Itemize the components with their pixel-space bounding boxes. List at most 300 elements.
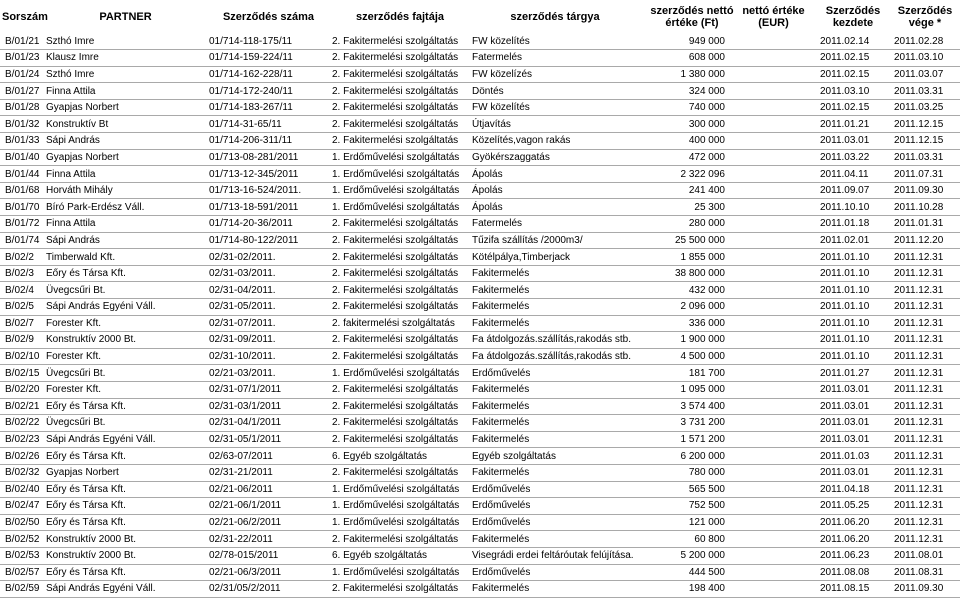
netto-ertek-eur-cell: [731, 249, 816, 266]
netto-ertek-eur-cell: [731, 133, 816, 150]
szerzodes-fajtaja-cell: 1. Erdőművelési szolgáltatás: [330, 498, 470, 515]
netto-ertek-ft-cell: 1 855 000: [640, 249, 731, 266]
col-header-partner: PARTNER: [99, 10, 152, 23]
vege-cell: 2011.12.15: [890, 133, 960, 150]
kezdete-cell: 2011.01.03: [816, 448, 890, 465]
vege-cell: 2011.12.31: [890, 431, 960, 448]
sorszam-cell: B/01/24: [0, 66, 44, 83]
vege-cell: 2011.07.31: [890, 166, 960, 183]
kezdete-cell: 2011.01.10: [816, 348, 890, 365]
table-row: [0, 315, 960, 332]
netto-ertek-ft-cell: 6 200 000: [640, 448, 731, 465]
partner-cell: Konstruktív 2000 Bt.: [44, 547, 207, 564]
kezdete-cell: 2011.01.10: [816, 265, 890, 282]
vege-cell: 2011.03.25: [890, 99, 960, 116]
partner-cell: Eőry és Társa Kft.: [44, 398, 207, 415]
kezdete-cell: 2011.03.01: [816, 431, 890, 448]
netto-ertek-eur-cell: [731, 531, 816, 548]
szerzodes-fajtaja-cell: 1. Erdőművelési szolgáltatás: [330, 514, 470, 531]
sorszam-cell: B/01/21: [0, 33, 44, 50]
sorszam-cell: B/02/10: [0, 348, 44, 365]
kezdete-cell: 2011.05.25: [816, 498, 890, 515]
sorszam-cell: B/02/20: [0, 381, 44, 398]
szerzodes-fajtaja-cell: 2. Fakitermelési szolgáltatás: [330, 464, 470, 481]
partner-cell: Eőry és Társa Kft.: [44, 448, 207, 465]
netto-ertek-eur-cell: [731, 216, 816, 233]
sorszam-cell: B/02/40: [0, 481, 44, 498]
netto-ertek-eur-cell: [731, 265, 816, 282]
partner-cell: Finna Attila: [44, 166, 207, 183]
table-row: [0, 265, 960, 282]
szerzodes-targya-cell: Fatermelés: [470, 216, 640, 233]
netto-ertek-ft-cell: 3 731 200: [640, 415, 731, 432]
szerzodes-fajtaja-cell: 2. Fakitermelési szolgáltatás: [330, 415, 470, 432]
partner-cell: Klausz Imre: [44, 50, 207, 67]
netto-ertek-eur-cell: [731, 315, 816, 332]
sorszam-cell: B/02/3: [0, 265, 44, 282]
sorszam-cell: B/01/27: [0, 83, 44, 100]
netto-ertek-eur-cell: [731, 581, 816, 598]
szerzodes-fajtaja-cell: 2. Fakitermelési szolgáltatás: [330, 398, 470, 415]
netto-ertek-eur-cell: [731, 381, 816, 398]
netto-ertek-ft-cell: 2 322 096: [640, 166, 731, 183]
sorszam-cell: B/01/72: [0, 216, 44, 233]
netto-ertek-eur-cell: [731, 481, 816, 498]
table-row: [0, 216, 960, 233]
col-header-szerzodes-targya: szerződés tárgya: [510, 10, 600, 23]
szerzodes-szama-cell: 01/714-20-36/2011: [207, 216, 330, 233]
szerzodes-szama-cell: 01/714-162-228/11: [207, 66, 330, 83]
kezdete-cell: 2011.02.01: [816, 232, 890, 249]
netto-ertek-ft-cell: 608 000: [640, 50, 731, 67]
kezdete-cell: 2011.06.23: [816, 547, 890, 564]
sorszam-cell: B/01/23: [0, 50, 44, 67]
header-row: [0, 0, 960, 33]
szerzodes-fajtaja-cell: 2. Fakitermelési szolgáltatás: [330, 83, 470, 100]
netto-ertek-ft-cell: 432 000: [640, 282, 731, 299]
kezdete-cell: 2011.03.01: [816, 398, 890, 415]
partner-cell: Eőry és Társa Kft.: [44, 564, 207, 581]
table-row: [0, 365, 960, 382]
partner-cell: Sápi András Egyéni Váll.: [44, 431, 207, 448]
szerzodes-targya-cell: Visegrádi erdei feltáróutak felújítása.: [470, 547, 640, 564]
szerzodes-fajtaja-cell: 1. Erdőművelési szolgáltatás: [330, 564, 470, 581]
szerzodes-fajtaja-cell: 2. Fakitermelési szolgáltatás: [330, 332, 470, 349]
netto-ertek-ft-cell: 1 380 000: [640, 66, 731, 83]
szerzodes-targya-cell: Fakitermelés: [470, 531, 640, 548]
netto-ertek-ft-cell: 25 500 000: [640, 232, 731, 249]
col-header-netto-ertek-eur: [731, 0, 816, 33]
vege-cell: 2011.12.31: [890, 282, 960, 299]
sorszam-cell: B/02/23: [0, 431, 44, 448]
netto-ertek-ft-cell: 565 500: [640, 481, 731, 498]
table-row: [0, 564, 960, 581]
vege-cell: 2011.12.31: [890, 481, 960, 498]
szerzodes-fajtaja-cell: 1. Erdőművelési szolgáltatás: [330, 182, 470, 199]
netto-ertek-eur-cell: [731, 514, 816, 531]
szerzodes-fajtaja-cell: 1. Erdőművelési szolgáltatás: [330, 166, 470, 183]
kezdete-cell: 2011.01.10: [816, 299, 890, 316]
col-header-sorszam: Sorszám: [2, 10, 48, 23]
sorszam-cell: B/01/40: [0, 149, 44, 166]
szerzodes-targya-cell: Ápolás: [470, 199, 640, 216]
vege-cell: 2011.03.31: [890, 149, 960, 166]
kezdete-cell: 2011.10.10: [816, 199, 890, 216]
szerzodes-targya-cell: Fakitermelés: [470, 581, 640, 598]
kezdete-cell: 2011.08.08: [816, 564, 890, 581]
szerzodes-fajtaja-cell: 2. Fakitermelési szolgáltatás: [330, 33, 470, 50]
vege-cell: 2011.12.31: [890, 514, 960, 531]
netto-ertek-ft-cell: 280 000: [640, 216, 731, 233]
kezdete-cell: 2011.01.18: [816, 216, 890, 233]
szerzodes-szama-cell: 02/31/05/2/2011: [207, 581, 330, 598]
sorszam-cell: B/02/22: [0, 415, 44, 432]
table-row: [0, 547, 960, 564]
szerzodes-targya-cell: Gyökérszaggatás: [470, 149, 640, 166]
vege-cell: 2011.10.28: [890, 199, 960, 216]
szerzodes-fajtaja-cell: 1. Erdőművelési szolgáltatás: [330, 149, 470, 166]
col-header-vege-text: Szerződés vége *: [897, 4, 953, 29]
partner-cell: Konstruktív Bt: [44, 116, 207, 133]
szerzodes-szama-cell: 01/714-159-224/11: [207, 50, 330, 67]
sorszam-cell: B/02/2: [0, 249, 44, 266]
sorszam-cell: B/01/44: [0, 166, 44, 183]
vege-cell: 2011.12.31: [890, 448, 960, 465]
szerzodes-szama-cell: 02/31-07/2011.: [207, 315, 330, 332]
sorszam-cell: B/01/33: [0, 133, 44, 150]
szerzodes-fajtaja-cell: 2. Fakitermelési szolgáltatás: [330, 299, 470, 316]
partner-cell: Finna Attila: [44, 216, 207, 233]
szerzodes-szama-cell: 02/31-03/2011.: [207, 265, 330, 282]
vege-cell: 2011.12.31: [890, 348, 960, 365]
szerzodes-fajtaja-cell: 2. Fakitermelési szolgáltatás: [330, 282, 470, 299]
netto-ertek-eur-cell: [731, 182, 816, 199]
szerzodes-szama-cell: 02/21-06/1/2011: [207, 498, 330, 515]
sorszam-cell: B/02/15: [0, 365, 44, 382]
netto-ertek-eur-cell: [731, 199, 816, 216]
partner-cell: Eőry és Társa Kft.: [44, 498, 207, 515]
szerzodes-targya-cell: Fakitermelés: [470, 282, 640, 299]
netto-ertek-eur-cell: [731, 299, 816, 316]
szerzodes-szama-cell: 02/21-06/2/2011: [207, 514, 330, 531]
kezdete-cell: 2011.01.21: [816, 116, 890, 133]
szerzodes-targya-cell: Erdőművelés: [470, 365, 640, 382]
sorszam-cell: B/02/59: [0, 581, 44, 598]
vege-cell: 2011.12.31: [890, 531, 960, 548]
vege-cell: 2011.12.31: [890, 332, 960, 349]
szerzodes-fajtaja-cell: 1. Erdőművelési szolgáltatás: [330, 199, 470, 216]
netto-ertek-eur-cell: [731, 66, 816, 83]
table-row: [0, 448, 960, 465]
table-row: [0, 514, 960, 531]
col-header-szerzodes-szama: Szerződés száma: [222, 10, 315, 23]
szerzodes-targya-cell: Erdőművelés: [470, 498, 640, 515]
netto-ertek-eur-cell: [731, 547, 816, 564]
netto-ertek-eur-cell: [731, 149, 816, 166]
table-row: [0, 83, 960, 100]
szerzodes-szama-cell: 01/713-18-591/2011: [207, 199, 330, 216]
vege-cell: 2011.02.28: [890, 33, 960, 50]
szerzodes-szama-cell: 01/714-206-311/11: [207, 133, 330, 150]
szerzodes-fajtaja-cell: 2. Fakitermelési szolgáltatás: [330, 216, 470, 233]
table-row: [0, 581, 960, 598]
partner-cell: Bíró Park-Erdész Váll.: [44, 199, 207, 216]
sorszam-cell: B/02/50: [0, 514, 44, 531]
kezdete-cell: 2011.04.18: [816, 481, 890, 498]
szerzodes-targya-cell: Fakitermelés: [470, 415, 640, 432]
netto-ertek-eur-cell: [731, 83, 816, 100]
kezdete-cell: 2011.01.27: [816, 365, 890, 382]
sorszam-cell: B/02/57: [0, 564, 44, 581]
netto-ertek-ft-cell: 2 096 000: [640, 299, 731, 316]
vege-cell: 2011.12.31: [890, 498, 960, 515]
kezdete-cell: 2011.04.11: [816, 166, 890, 183]
szerzodes-fajtaja-cell: 2. Fakitermelési szolgáltatás: [330, 249, 470, 266]
szerzodes-fajtaja-cell: 2. fakitermelési szolgáltatás: [330, 315, 470, 332]
netto-ertek-ft-cell: 3 574 400: [640, 398, 731, 415]
partner-cell: Üvegcsűri Bt.: [44, 365, 207, 382]
szerzodes-fajtaja-cell: 2. Fakitermelési szolgáltatás: [330, 66, 470, 83]
kezdete-cell: 2011.08.15: [816, 581, 890, 598]
partner-cell: Sápi András Egyéni Váll.: [44, 581, 207, 598]
szerzodes-targya-cell: Fakitermelés: [470, 265, 640, 282]
netto-ertek-ft-cell: 181 700: [640, 365, 731, 382]
partner-cell: Forester Kft.: [44, 315, 207, 332]
sorszam-cell: B/02/21: [0, 398, 44, 415]
netto-ertek-ft-cell: 241 400: [640, 182, 731, 199]
sorszam-cell: B/01/74: [0, 232, 44, 249]
szerzodes-targya-cell: Fa átdolgozás.szállítás,rakodás stb.: [470, 332, 640, 349]
netto-ertek-eur-cell: [731, 282, 816, 299]
szerzodes-targya-cell: Ápolás: [470, 166, 640, 183]
szerzodes-fajtaja-cell: 2. Fakitermelési szolgáltatás: [330, 99, 470, 116]
szerzodes-fajtaja-cell: 2. Fakitermelési szolgáltatás: [330, 265, 470, 282]
netto-ertek-eur-cell: [731, 232, 816, 249]
netto-ertek-ft-cell: 60 800: [640, 531, 731, 548]
szerzodes-targya-cell: Útjavítás: [470, 116, 640, 133]
col-header-netto-ertek-eur-text: nettó értéke (EUR): [742, 4, 805, 29]
table-row: [0, 50, 960, 67]
kezdete-cell: 2011.03.01: [816, 464, 890, 481]
col-header-netto-ertek-ft-text: szerződés nettó értéke (Ft): [650, 4, 734, 29]
szerzodes-szama-cell: 01/714-118-175/11: [207, 33, 330, 50]
partner-cell: Eőry és Társa Kft.: [44, 514, 207, 531]
kezdete-cell: 2011.03.10: [816, 83, 890, 100]
szerzodes-fajtaja-cell: 2. Fakitermelési szolgáltatás: [330, 116, 470, 133]
partner-cell: Eőry és Társa Kft.: [44, 265, 207, 282]
col-header-kezdete-text: Szerződés kezdete: [825, 4, 881, 29]
table-row: [0, 182, 960, 199]
netto-ertek-eur-cell: [731, 498, 816, 515]
vege-cell: 2011.12.20: [890, 232, 960, 249]
szerzodes-targya-cell: Fakitermelés: [470, 464, 640, 481]
kezdete-cell: 2011.03.22: [816, 149, 890, 166]
szerzodes-targya-cell: Ápolás: [470, 182, 640, 199]
vege-cell: 2011.03.31: [890, 83, 960, 100]
vege-cell: 2011.12.31: [890, 415, 960, 432]
szerzodes-szama-cell: 02/31-21/2011: [207, 464, 330, 481]
szerzodes-targya-cell: Fa átdolgozás.szállítás,rakodás stb.: [470, 348, 640, 365]
szerzodes-szama-cell: 01/713-12-345/2011: [207, 166, 330, 183]
szerzodes-szama-cell: 02/31-05/2011.: [207, 299, 330, 316]
szerzodes-szama-cell: 02/31-22/2011: [207, 531, 330, 548]
szerzodes-fajtaja-cell: 6. Egyéb szolgáltatás: [330, 547, 470, 564]
szerzodes-fajtaja-cell: 1. Erdőművelési szolgáltatás: [330, 481, 470, 498]
netto-ertek-eur-cell: [731, 431, 816, 448]
szerzodes-targya-cell: FW közelízés: [470, 66, 640, 83]
netto-ertek-eur-cell: [731, 448, 816, 465]
kezdete-cell: 2011.03.01: [816, 133, 890, 150]
table-row: [0, 332, 960, 349]
netto-ertek-ft-cell: 1 095 000: [640, 381, 731, 398]
partner-cell: Forester Kft.: [44, 348, 207, 365]
table-row: [0, 431, 960, 448]
szerzodes-targya-cell: Tűzifa szállítás /2000m3/: [470, 232, 640, 249]
netto-ertek-eur-cell: [731, 415, 816, 432]
netto-ertek-ft-cell: 740 000: [640, 99, 731, 116]
sorszam-cell: B/02/52: [0, 531, 44, 548]
szerzodes-szama-cell: 01/714-172-240/11: [207, 83, 330, 100]
vege-cell: 2011.12.31: [890, 464, 960, 481]
kezdete-cell: 2011.01.10: [816, 315, 890, 332]
kezdete-cell: 2011.01.10: [816, 282, 890, 299]
sorszam-cell: B/02/4: [0, 282, 44, 299]
kezdete-cell: 2011.02.15: [816, 66, 890, 83]
netto-ertek-eur-cell: [731, 33, 816, 50]
partner-cell: Timberwald Kft.: [44, 249, 207, 266]
partner-cell: Szthó Imre: [44, 33, 207, 50]
szerzodes-szama-cell: 02/31-04/1/2011: [207, 415, 330, 432]
netto-ertek-eur-cell: [731, 365, 816, 382]
szerzodes-szama-cell: 02/31-09/2011.: [207, 332, 330, 349]
vege-cell: 2011.08.31: [890, 564, 960, 581]
vege-cell: 2011.09.30: [890, 581, 960, 598]
table-row: [0, 116, 960, 133]
szerzodes-targya-cell: FW közelítés: [470, 99, 640, 116]
vege-cell: 2011.09.30: [890, 182, 960, 199]
partner-cell: Sápi András: [44, 232, 207, 249]
kezdete-cell: 2011.06.20: [816, 514, 890, 531]
netto-ertek-ft-cell: 1 571 200: [640, 431, 731, 448]
partner-cell: Horváth Mihály: [44, 182, 207, 199]
partner-cell: Gyapjas Norbert: [44, 99, 207, 116]
table-row: [0, 133, 960, 150]
szerzodes-szama-cell: 02/63-07/2011: [207, 448, 330, 465]
szerzodes-szama-cell: 01/714-80-122/2011: [207, 232, 330, 249]
netto-ertek-ft-cell: 121 000: [640, 514, 731, 531]
table-row: [0, 531, 960, 548]
szerzodes-fajtaja-cell: 2. Fakitermelési szolgáltatás: [330, 232, 470, 249]
table-row: [0, 99, 960, 116]
vege-cell: 2011.01.31: [890, 216, 960, 233]
szerzodes-szama-cell: 02/21-06/3/2011: [207, 564, 330, 581]
szerzodes-targya-cell: Fakitermelés: [470, 381, 640, 398]
netto-ertek-eur-cell: [731, 116, 816, 133]
vege-cell: 2011.12.31: [890, 365, 960, 382]
vege-cell: 2011.08.01: [890, 547, 960, 564]
netto-ertek-ft-cell: 5 200 000: [640, 547, 731, 564]
netto-ertek-ft-cell: 400 000: [640, 133, 731, 150]
szerzodes-szama-cell: 02/31-03/1/2011: [207, 398, 330, 415]
szerzodes-targya-cell: Döntés: [470, 83, 640, 100]
kezdete-cell: 2011.01.10: [816, 332, 890, 349]
table-row: [0, 415, 960, 432]
szerzodes-szama-cell: 02/31-10/2011.: [207, 348, 330, 365]
netto-ertek-eur-cell: [731, 99, 816, 116]
szerzodes-fajtaja-cell: 2. Fakitermelési szolgáltatás: [330, 581, 470, 598]
table-row: [0, 348, 960, 365]
szerzodes-targya-cell: Közelítés,vagon rakás: [470, 133, 640, 150]
szerzodes-szama-cell: 02/31-05/1/2011: [207, 431, 330, 448]
partner-cell: Eőry és Társa Kft.: [44, 481, 207, 498]
szerzodes-fajtaja-cell: 2. Fakitermelési szolgáltatás: [330, 133, 470, 150]
vege-cell: 2011.12.31: [890, 265, 960, 282]
szerzodes-szama-cell: 02/78-015/2011: [207, 547, 330, 564]
sorszam-cell: B/01/32: [0, 116, 44, 133]
szerzodes-szama-cell: 01/714-183-267/11: [207, 99, 330, 116]
netto-ertek-ft-cell: 300 000: [640, 116, 731, 133]
vege-cell: 2011.12.31: [890, 398, 960, 415]
szerzodes-szama-cell: 01/713-08-281/2011: [207, 149, 330, 166]
partner-cell: Forester Kft.: [44, 381, 207, 398]
kezdete-cell: 2011.02.14: [816, 33, 890, 50]
szerzodes-szama-cell: 02/21-06/2011: [207, 481, 330, 498]
kezdete-cell: 2011.02.15: [816, 50, 890, 67]
table-row: [0, 66, 960, 83]
netto-ertek-ft-cell: 472 000: [640, 149, 731, 166]
szerzodes-szama-cell: 02/31-02/2011.: [207, 249, 330, 266]
table-row: [0, 282, 960, 299]
netto-ertek-eur-cell: [731, 50, 816, 67]
netto-ertek-eur-cell: [731, 564, 816, 581]
szerzodes-targya-cell: Egyéb szolgáltatás: [470, 448, 640, 465]
col-header-vege: [890, 0, 960, 33]
sorszam-cell: B/02/26: [0, 448, 44, 465]
partner-cell: Finna Attila: [44, 83, 207, 100]
szerzodes-targya-cell: Erdőművelés: [470, 564, 640, 581]
sorszam-cell: B/01/68: [0, 182, 44, 199]
sorszam-cell: B/02/9: [0, 332, 44, 349]
netto-ertek-ft-cell: 336 000: [640, 315, 731, 332]
szerzodes-fajtaja-cell: 2. Fakitermelési szolgáltatás: [330, 531, 470, 548]
szerzodes-fajtaja-cell: 6. Egyéb szolgáltatás: [330, 448, 470, 465]
szerzodes-fajtaja-cell: 1. Erdőművelési szolgáltatás: [330, 365, 470, 382]
szerzodes-szama-cell: 01/714-31-65/11: [207, 116, 330, 133]
table-row: [0, 149, 960, 166]
szerzodes-szama-cell: 02/21-03/2011.: [207, 365, 330, 382]
szerzodes-szama-cell: 02/31-04/2011.: [207, 282, 330, 299]
col-header-kezdete: [816, 0, 890, 33]
szerzodes-fajtaja-cell: 2. Fakitermelési szolgáltatás: [330, 50, 470, 67]
netto-ertek-ft-cell: 1 900 000: [640, 332, 731, 349]
netto-ertek-ft-cell: 324 000: [640, 83, 731, 100]
netto-ertek-ft-cell: 780 000: [640, 464, 731, 481]
netto-ertek-ft-cell: 752 500: [640, 498, 731, 515]
szerzodes-fajtaja-cell: 2. Fakitermelési szolgáltatás: [330, 348, 470, 365]
vege-cell: 2011.12.31: [890, 299, 960, 316]
netto-ertek-ft-cell: 444 500: [640, 564, 731, 581]
netto-ertek-eur-cell: [731, 398, 816, 415]
table-row: [0, 33, 960, 50]
table-row: [0, 249, 960, 266]
vege-cell: 2011.03.10: [890, 50, 960, 67]
sorszam-cell: B/01/70: [0, 199, 44, 216]
netto-ertek-eur-cell: [731, 348, 816, 365]
szerzodes-targya-cell: FW közelítés: [470, 33, 640, 50]
sorszam-cell: B/02/53: [0, 547, 44, 564]
table-body: [0, 33, 960, 597]
netto-ertek-eur-cell: [731, 166, 816, 183]
